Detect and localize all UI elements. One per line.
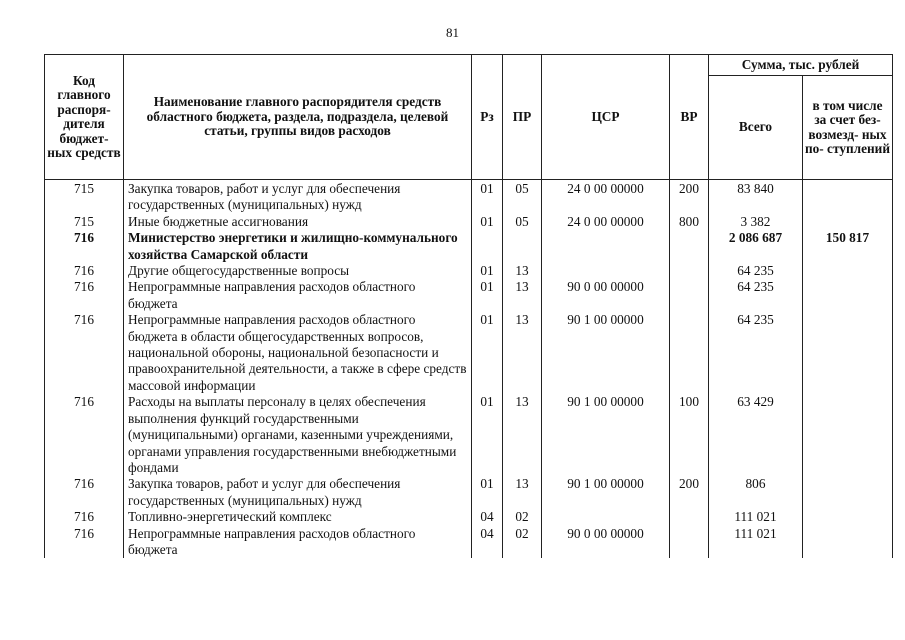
cell-csr: 24 0 00 00000 bbox=[542, 180, 670, 214]
cell-csr: 90 0 00 00000 bbox=[542, 526, 670, 559]
cell-pr: 13 bbox=[503, 394, 542, 476]
cell-code: 716 bbox=[45, 476, 124, 509]
header-pr: ПР bbox=[503, 55, 542, 180]
page-number: 81 bbox=[446, 25, 459, 40]
cell-code: 716 bbox=[45, 263, 124, 279]
table-row bbox=[45, 509, 893, 525]
cell-rz: 04 bbox=[472, 526, 503, 559]
cell-code: 716 bbox=[45, 509, 124, 525]
cell-code: 716 bbox=[45, 312, 124, 394]
cell-name: Расходы на выплаты персоналу в целях обеспечения выполнения функций государственными (муниципальными) органами, казенными учреждениями, органами управления государственными внебюджетными фондами bbox=[124, 394, 472, 476]
table-row bbox=[45, 263, 893, 279]
cell-gratuitous bbox=[803, 476, 893, 509]
cell-total: 806 bbox=[709, 476, 803, 509]
header-sum: Сумма, тыс. рублей bbox=[709, 55, 893, 76]
cell-total: 3 382 bbox=[709, 214, 803, 230]
cell-name: Топливно-энергетический комплекс bbox=[124, 509, 472, 525]
cell-name: Непрограммные направления расходов областного бюджета в области общегосударственных вопросов, национальной обороны, национальной безопасности и правоохранительной деятельности, а также в сфере средств массовой информации bbox=[124, 312, 472, 394]
cell-csr: 90 1 00 00000 bbox=[542, 394, 670, 476]
cell-csr: 24 0 00 00000 bbox=[542, 214, 670, 230]
table-row bbox=[45, 214, 893, 230]
cell-total: 64 235 bbox=[709, 263, 803, 279]
table-row bbox=[45, 312, 893, 394]
cell-total: 111 021 bbox=[709, 509, 803, 525]
header-gratuitous: в том числе за счет без- возмезд- ных по- ступлений bbox=[803, 76, 893, 180]
cell-rz: 01 bbox=[472, 214, 503, 230]
table-row bbox=[45, 279, 893, 312]
cell-code: 716 bbox=[45, 526, 124, 559]
header-csr: ЦСР bbox=[542, 55, 670, 180]
cell-csr bbox=[542, 509, 670, 525]
cell-pr: 05 bbox=[503, 180, 542, 214]
cell-rz: 01 bbox=[472, 312, 503, 394]
cell-vr bbox=[670, 509, 709, 525]
cell-total: 63 429 bbox=[709, 394, 803, 476]
cell-pr: 13 bbox=[503, 476, 542, 509]
cell-total: 64 235 bbox=[709, 279, 803, 312]
cell-code: 715 bbox=[45, 180, 124, 214]
cell-gratuitous bbox=[803, 394, 893, 476]
cell-name: Закупка товаров, работ и услуг для обеспечения государственных (муниципальных) нужд bbox=[124, 180, 472, 214]
cell-gratuitous bbox=[803, 526, 893, 559]
cell-pr: 13 bbox=[503, 263, 542, 279]
cell-rz: 01 bbox=[472, 394, 503, 476]
cell-vr bbox=[670, 230, 709, 263]
cell-code: 715 bbox=[45, 214, 124, 230]
cell-vr: 200 bbox=[670, 180, 709, 214]
cell-vr: 100 bbox=[670, 394, 709, 476]
cell-pr: 13 bbox=[503, 312, 542, 394]
cell-vr: 800 bbox=[670, 214, 709, 230]
table-row-ministry bbox=[45, 230, 893, 263]
cell-name: Непрограммные направления расходов областного бюджета bbox=[124, 279, 472, 312]
header-total: Всего bbox=[709, 76, 803, 180]
cell-gratuitous bbox=[803, 312, 893, 394]
cell-pr: 02 bbox=[503, 509, 542, 525]
cell-name: Министерство энергетики и жилищно-коммунального хозяйства Самарской области bbox=[124, 230, 472, 263]
header-code: Код главного распоря- дителя бюджет- ных средств bbox=[45, 55, 124, 180]
cell-vr bbox=[670, 312, 709, 394]
cell-gratuitous bbox=[803, 214, 893, 230]
cell-name: Непрограммные направления расходов областного бюджета bbox=[124, 526, 472, 559]
cell-pr bbox=[503, 230, 542, 263]
cell-vr bbox=[670, 263, 709, 279]
header-vr: ВР bbox=[670, 55, 709, 180]
budget-table bbox=[44, 54, 893, 558]
cell-name: Иные бюджетные ассигнования bbox=[124, 214, 472, 230]
cell-csr: 90 1 00 00000 bbox=[542, 312, 670, 394]
cell-name: Закупка товаров, работ и услуг для обеспечения государственных (муниципальных) нужд bbox=[124, 476, 472, 509]
cell-csr: 90 1 00 00000 bbox=[542, 476, 670, 509]
cell-code: 716 bbox=[45, 230, 124, 263]
cell-pr: 05 bbox=[503, 214, 542, 230]
cell-rz: 04 bbox=[472, 509, 503, 525]
cell-csr bbox=[542, 263, 670, 279]
cell-code: 716 bbox=[45, 279, 124, 312]
cell-total: 111 021 bbox=[709, 526, 803, 559]
cell-gratuitous bbox=[803, 509, 893, 525]
cell-rz: 01 bbox=[472, 263, 503, 279]
cell-pr: 02 bbox=[503, 526, 542, 559]
cell-gratuitous bbox=[803, 279, 893, 312]
cell-csr bbox=[542, 230, 670, 263]
cell-pr: 13 bbox=[503, 279, 542, 312]
table-row bbox=[45, 476, 893, 509]
cell-code: 716 bbox=[45, 394, 124, 476]
cell-name: Другие общегосударственные вопросы bbox=[124, 263, 472, 279]
table-row bbox=[45, 526, 893, 559]
cell-csr: 90 0 00 00000 bbox=[542, 279, 670, 312]
cell-vr: 200 bbox=[670, 476, 709, 509]
cell-vr bbox=[670, 526, 709, 559]
cell-rz bbox=[472, 230, 503, 263]
table-header bbox=[45, 55, 893, 180]
table-row bbox=[45, 180, 893, 214]
cell-total: 64 235 bbox=[709, 312, 803, 394]
cell-gratuitous: 150 817 bbox=[803, 230, 893, 263]
cell-rz: 01 bbox=[472, 279, 503, 312]
cell-rz: 01 bbox=[472, 476, 503, 509]
cell-gratuitous bbox=[803, 263, 893, 279]
cell-total: 2 086 687 bbox=[709, 230, 803, 263]
cell-rz: 01 bbox=[472, 180, 503, 214]
cell-total: 83 840 bbox=[709, 180, 803, 214]
table-row bbox=[45, 394, 893, 476]
cell-gratuitous bbox=[803, 180, 893, 214]
header-name: Наименование главного распорядителя средств областного бюджета, раздела, подраздела, целевой статьи, группы видов расходов bbox=[124, 55, 472, 180]
cell-vr bbox=[670, 279, 709, 312]
header-rz: Рз bbox=[472, 55, 503, 180]
